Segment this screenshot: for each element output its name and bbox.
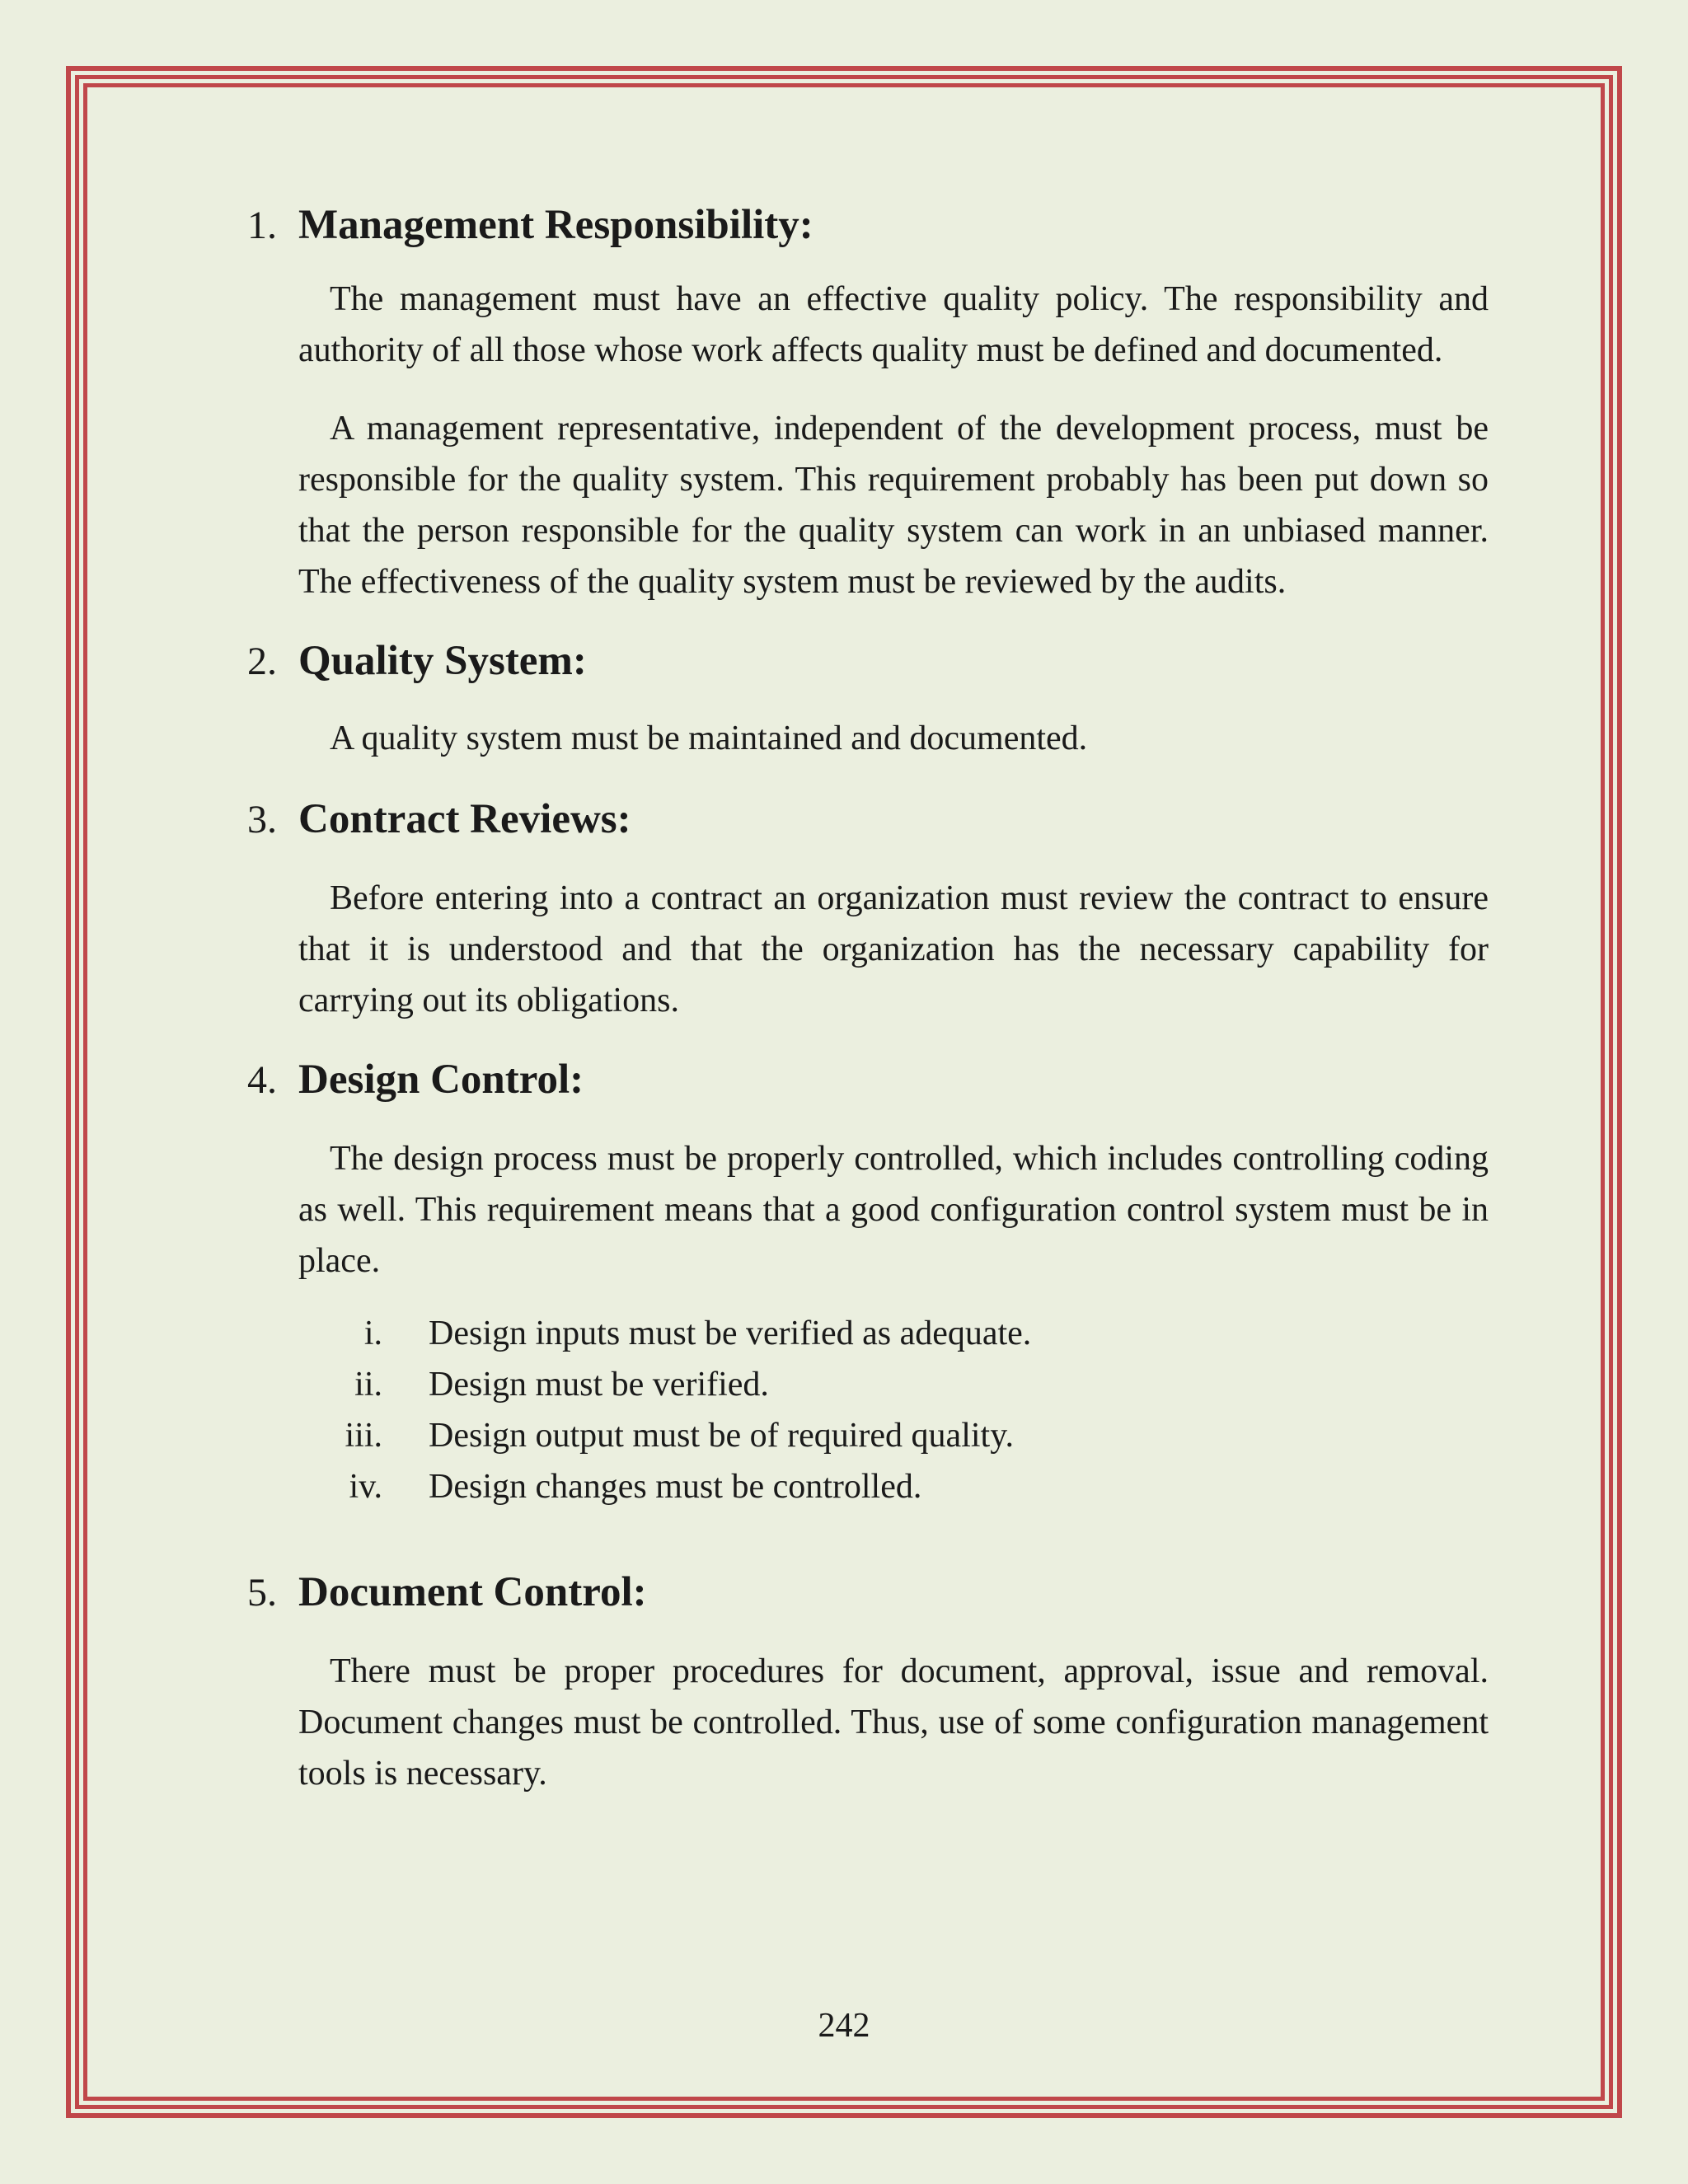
list-item-number: i. (363, 1315, 382, 1352)
section-quality-system (247, 632, 1489, 764)
section-title: Contract Reviews: (298, 796, 631, 842)
section-contract-reviews (247, 790, 1489, 1026)
section-management-responsibility (247, 196, 1489, 607)
list-item-number: iii. (345, 1417, 382, 1455)
list-item-text: Design changes must be controlled. (429, 1468, 922, 1506)
section-number: 5. (247, 1571, 277, 1615)
page-content (247, 196, 1489, 1799)
list-item-text: Design output must be of required quality. (429, 1417, 1014, 1455)
paragraph: A quality system must be maintained and documented. (330, 719, 1088, 757)
section-heading (247, 196, 1489, 254)
list-item-number: ii. (354, 1366, 382, 1404)
paragraph: The management must have an effective quality policy. The responsibility and authority of all those whose work affects quality must be defined and documented. (298, 280, 1489, 369)
section-number: 4. (247, 1058, 277, 1102)
paragraph: There must be proper procedures for document, approval, issue and removal. Document changes must be controlled. Thus, use of some configuration management tools is necessary. (298, 1652, 1489, 1793)
list-item-text: Design inputs must be verified as adequate. (429, 1315, 1032, 1352)
section-number: 3. (247, 798, 277, 841)
section-heading (247, 632, 1489, 690)
section-title: Quality System: (298, 638, 587, 684)
section-number: 2. (247, 640, 277, 683)
section-document-control (247, 1563, 1489, 1799)
list-item-text: Design must be verified. (429, 1366, 769, 1404)
page-number: 242 (818, 2007, 870, 2045)
paragraph: The design process must be properly controlled, which includes controlling coding as well. This requirement means that a good configuration control system must be in place. (298, 1140, 1489, 1280)
paragraph: Before entering into a contract an organization must review the contract to ensure that it is understood and that the organization has the necessary capability for carrying out its obligations. (298, 879, 1489, 1019)
list-item-number: iv. (349, 1468, 382, 1506)
list-item (298, 1308, 1489, 1359)
section-heading (247, 1563, 1489, 1621)
section-title: Management Responsibility: (298, 202, 814, 248)
section-number: 1. (247, 204, 277, 247)
list-item (298, 1410, 1489, 1461)
paragraph: A management representative, independent of the development process, must be responsible for the quality system. This requirement probably has been put down so that the person responsible for the quality system can work in an unbiased manner. The effectiveness of the quality system must be reviewed by the audits. (298, 410, 1489, 601)
list-item (298, 1359, 1489, 1410)
section-heading (247, 1051, 1489, 1108)
section-title: Document Control: (298, 1569, 647, 1615)
section-design-control (247, 1051, 1489, 1512)
section-heading (247, 790, 1489, 848)
list-item (298, 1461, 1489, 1512)
section-title: Design Control: (298, 1057, 584, 1103)
design-control-list (298, 1308, 1489, 1512)
